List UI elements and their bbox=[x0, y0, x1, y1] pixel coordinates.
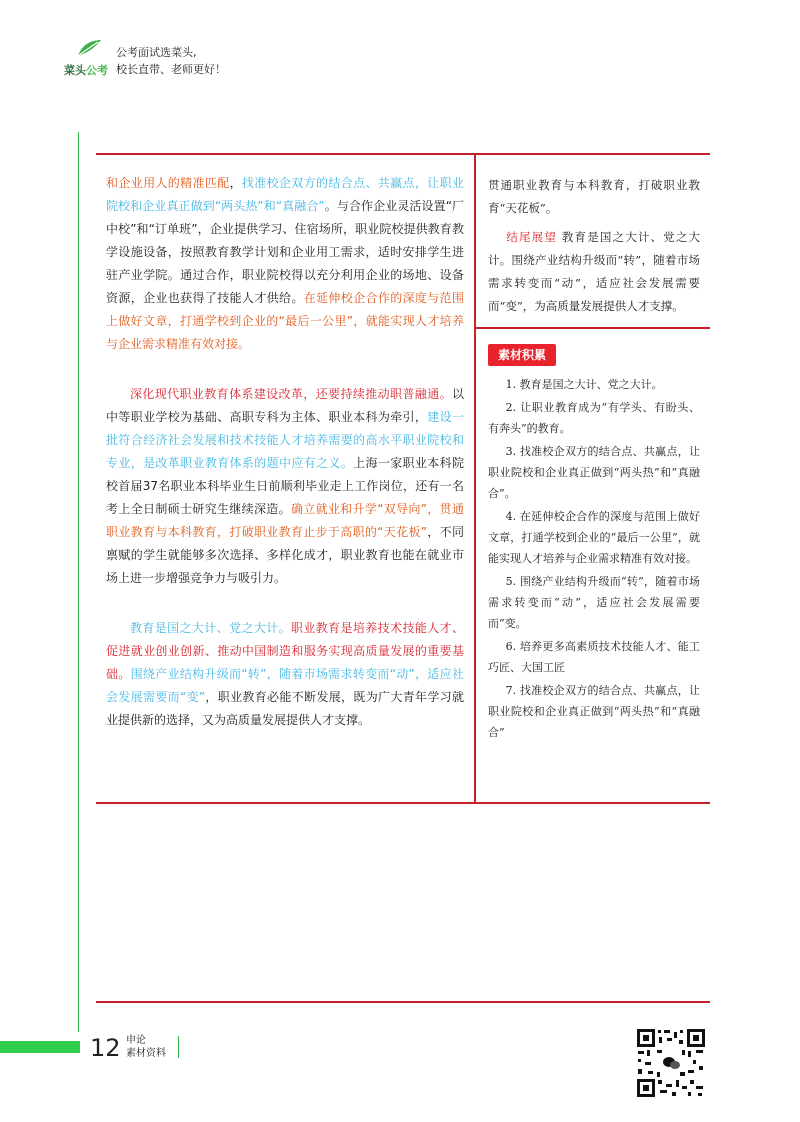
list-item: 7. 找准校企双方的结合点、共赢点，让职业院校和企业真正做到“两头热”和“真融合” bbox=[488, 684, 700, 739]
p2-body-1: 以中等职业学校为基础、高职专科为主体、职业本科为牵引， bbox=[106, 387, 464, 424]
top-red-rule bbox=[96, 153, 710, 155]
slogan-line-1: 公考面试选菜头, bbox=[116, 46, 197, 59]
footer-label-line-1: 申论 bbox=[126, 1035, 146, 1046]
ending-outlook-text: 教育是国之大计、党之大计。围绕产业结构升级而“转”，随着市场需求转变而“动”，适应社会发展需要而“变”，为高质量发展提供人才支撑。 bbox=[488, 230, 701, 313]
sidebar-notes bbox=[488, 174, 700, 324]
qr-code-icon bbox=[636, 1028, 706, 1098]
main-article bbox=[106, 172, 464, 759]
slogan-line-2: 校长直带、老师更好！ bbox=[116, 63, 226, 76]
list-item: 1. 教育是国之大计、党之大计。 bbox=[505, 378, 663, 391]
p2-topic-sentence: 深化现代职业教育体系建设改革，还要持续推动职普融通。 bbox=[130, 387, 452, 401]
brand-name bbox=[64, 62, 108, 78]
page-number: 12 bbox=[90, 1034, 121, 1062]
footer-section-label bbox=[126, 1034, 166, 1060]
p1-body: 。与合作企业灵活设置“厂中校”和“订单班”，企业提供学习、住宿场所，职业院校提供教育教学设施设备，按照教育教学计划和企业用工需求，适时安排学生进驻产业学院。通过合作，职业院校得以充分利用企业的场地、设备资源，企业也获得了技能人才供给。 bbox=[106, 199, 464, 305]
header-slogan bbox=[116, 44, 226, 78]
p1-highlight-cyan: 找准校企双方的结合点、共赢点，让职业院校和企业真正做到“两头热”和“真融合” bbox=[106, 176, 464, 213]
material-accumulation-badge: 素材积累 bbox=[488, 344, 556, 366]
p1-highlight-conclusion: 在延伸校企合作的深度与范围上做好文章，打通学校到企业的“最后一公里”，就能实现人才培养与企业需求精准有效对接。 bbox=[106, 291, 464, 351]
p3-highlight-cyan-2: 围绕产业结构升级而“转”，随着市场需求转变而“动”，适应社会发展需要而“变” bbox=[106, 667, 464, 704]
p2-body-2: 上海一家职业本科院校首届37名职业本科毕业生日前顺利毕业走上工作岗位，还有一名考上全日制硕士研究生继续深造。 bbox=[106, 456, 464, 516]
paragraph-1 bbox=[106, 172, 464, 356]
p1-highlight-orange: 和企业用人的精准匹配 bbox=[106, 176, 230, 190]
paragraph-3 bbox=[106, 617, 464, 732]
list-item: 3. 找准校企双方的结合点、共赢点，让职业院校和企业真正做到“两头热”和“真融合”。 bbox=[488, 445, 700, 500]
sidebar-divider bbox=[476, 327, 710, 329]
footer-green-bar bbox=[0, 1041, 80, 1053]
bottom-red-rule bbox=[96, 802, 710, 804]
leaf-logo-icon bbox=[76, 38, 102, 58]
list-item: 2. 让职业教育成为“有学头、有盼头、有奔头”的教育。 bbox=[488, 401, 700, 435]
ending-outlook bbox=[488, 226, 700, 318]
footer-green-tick bbox=[178, 1036, 179, 1058]
brand-name-part2: 公考 bbox=[86, 64, 108, 77]
list-item: 6. 培养更多高素质技术技能人才、能工巧匠、大国工匠 bbox=[488, 640, 700, 674]
p2-body-3: ，不同禀赋的学生就能够多次选择、多样化成才，职业教育也能在就业市场上进一步增强竞争力与吸引力。 bbox=[106, 525, 464, 585]
list-item: 5. 围绕产业结构升级而“转”，随着市场需求转变而“动”，适应社会发展需要而“变。 bbox=[488, 575, 700, 630]
p3-highlight-cyan-1: 教育是国之大计、党之大计。 bbox=[130, 621, 291, 635]
p3-body: ，职业教育必能不断发展，既为广大青年学习就业提供新的选择，又为高质量发展提供人才支撑。 bbox=[106, 690, 464, 727]
p2-highlight-cyan: 建设一批符合经济社会发展和技术技能人才培养需要的高水平职业院校和专业，是改革职业教育体系的题中应有之义。 bbox=[106, 410, 464, 470]
column-divider bbox=[474, 154, 476, 802]
p1-comma: ， bbox=[229, 176, 242, 190]
left-green-rule bbox=[78, 132, 79, 1032]
material-accumulation-list bbox=[488, 374, 700, 745]
brand-name-part1: 菜头 bbox=[64, 64, 86, 77]
p3-highlight-red: 职业教育是培养技术技能人才、促进就业创业创新、推动中国制造和服务实现高质量发展的重要基础。 bbox=[106, 621, 464, 681]
footer-red-rule bbox=[96, 1001, 710, 1003]
ending-outlook-label: 结尾展望 bbox=[506, 230, 558, 244]
footer-label-line-2: 素材资料 bbox=[126, 1048, 166, 1059]
sidebar-note-text: 贯通职业教育与本科教育，打破职业教育“天花板”。 bbox=[488, 178, 700, 215]
p2-highlight-orange: 确立就业和升学“双导向”，贯通职业教育与本科教育，打破职业教育止步于高职的“天花板” bbox=[106, 502, 464, 539]
list-item: 4. 在延伸校企合作的深度与范围上做好文章，打通学校到企业的“最后一公里”，就能实现人才培养与企业需求精准有效对接。 bbox=[488, 510, 700, 565]
paragraph-2 bbox=[106, 383, 464, 590]
